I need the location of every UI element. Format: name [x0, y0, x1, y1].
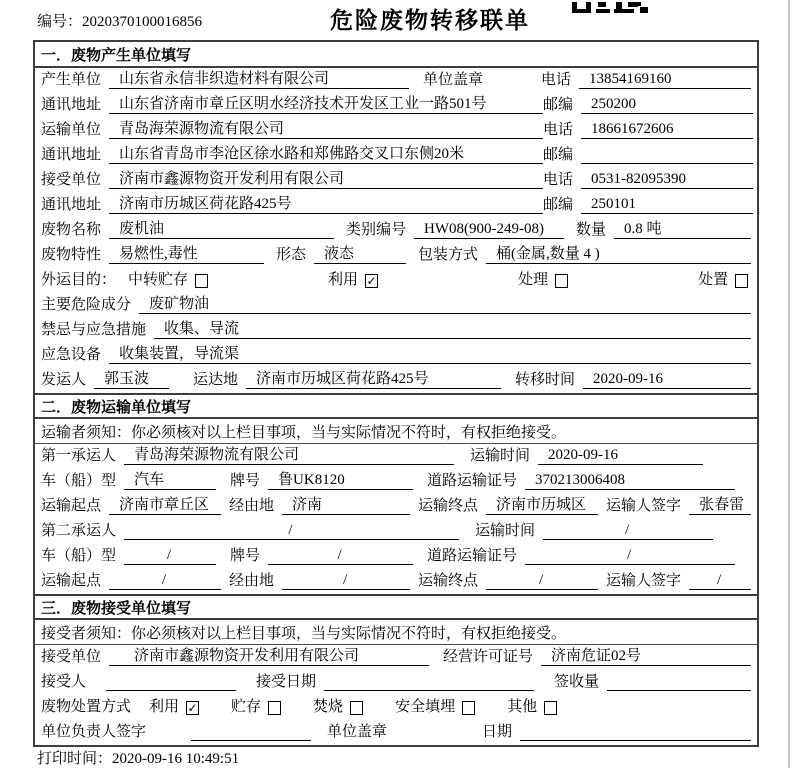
row-hazard-component — [35, 293, 757, 318]
field-emergency-measures: 收集、导流 — [154, 317, 751, 339]
manifest-form — [33, 40, 759, 747]
field-vehicle-type-1: 汽车 — [124, 468, 216, 490]
field-receiver-zip: 250101 — [581, 196, 753, 214]
field-road-permit-1: 370213006408 — [525, 472, 735, 490]
label-transporter-unit: 运输单位 — [41, 122, 102, 138]
label-terminus-2: 运输终点 — [418, 573, 479, 589]
row-first-carrier — [35, 444, 757, 469]
field-origin-1: 济南市章丘区 — [109, 493, 221, 515]
document-serial — [37, 10, 202, 31]
field-producer-zip: 250200 — [581, 96, 753, 114]
row-producer-address — [35, 93, 757, 118]
field-destination: 济南市历城区荷花路425号 — [246, 367, 501, 389]
row-second-carrier — [35, 519, 757, 544]
print-time-value: 2020-09-16 10:49:51 — [112, 751, 240, 767]
label-transport-time-1: 运输时间 — [470, 448, 531, 464]
label-via-2: 经由地 — [229, 573, 275, 589]
label-vehicle-type-2: 车（船）型 — [41, 548, 117, 564]
page-title: 危险废物转移联单 — [330, 7, 530, 33]
field-origin-2: / — [109, 572, 221, 590]
field-emergency-equipment: 收集装置，导流渠 — [109, 342, 751, 364]
row-emergency-measures — [35, 318, 757, 343]
label-transport-purpose: 外运目的： — [41, 272, 117, 288]
row-receiver-address — [35, 193, 757, 218]
row-transport-purpose — [35, 268, 757, 293]
label-disposal-method: 废物处置方式 — [41, 699, 132, 715]
label-transport-time-2: 运输时间 — [475, 523, 536, 539]
label-waste-name: 废物名称 — [41, 222, 102, 238]
field-packing: 桶(金属,数量 4 ) — [486, 242, 751, 264]
label-operation-permit: 经营许可证号 — [443, 649, 534, 665]
section-2-header: 二．废物运输单位填写 — [35, 393, 757, 419]
field-transporter-unit: 青岛海荣源物流有限公司 — [109, 117, 543, 139]
label-road-permit-2: 道路运输证号 — [427, 548, 518, 564]
field-plate-1: 鲁UK8120 — [268, 468, 413, 490]
field-shipper: 郭玉波 — [94, 367, 169, 389]
row-vehicle-2 — [35, 544, 757, 569]
checkbox-disposal-incinerate — [350, 701, 363, 715]
field-transfer-time: 2020-09-16 — [583, 371, 751, 389]
row-waste-name — [35, 218, 757, 243]
section-3-header: 三．废物接受单位填写 — [35, 594, 757, 620]
option-label-disposal-incinerate: 焚烧 — [313, 699, 344, 715]
label-plate-2: 牌号 — [230, 548, 261, 564]
field-second-carrier: / — [124, 522, 459, 540]
label-first-carrier: 第一承运人 — [41, 448, 117, 464]
label-acceptor: 接受人 — [41, 674, 87, 690]
checkbox-disposal-utilize-checked: ✓ — [187, 700, 198, 715]
option-label-treat: 处理 — [518, 272, 549, 288]
field-hazard-component: 废矿物油 — [139, 292, 751, 314]
label-unit-seal-3: 单位盖章 — [327, 724, 388, 740]
field-receiver-unit: 济南市鑫源物资开发利用有限公司 — [109, 167, 543, 189]
field-receiver-phone: 0531-82095390 — [581, 171, 753, 189]
label-emergency-measures: 禁忌与应急措施 — [41, 322, 147, 338]
receiver-notice: 接受者须知：你必须核对以上栏目事项，当与实际情况不符时，有权拒绝接受。 — [35, 620, 757, 645]
field-terminus-1: 济南市历城区 — [486, 493, 598, 515]
label-via-1: 经由地 — [229, 498, 275, 514]
field-transporter-zip — [581, 163, 753, 164]
field-sign-quantity — [607, 690, 751, 691]
field-via-1: 济南 — [282, 493, 410, 515]
field-acceptor — [106, 690, 236, 691]
checkbox-disposal-other — [544, 701, 557, 715]
label-carrier-sign-1: 运输人签字 — [606, 498, 682, 514]
disposal-option-storage — [231, 695, 281, 716]
label-transporter-zip: 邮编 — [543, 147, 574, 163]
label-accept-date: 接受日期 — [256, 674, 317, 690]
row-manager-signature — [35, 720, 757, 745]
field-accept-unit: 济南市鑫源物资开发利用有限公司 — [109, 644, 429, 666]
label-sign-quantity: 签收量 — [554, 674, 600, 690]
field-operation-permit: 济南危证02号 — [541, 644, 751, 666]
option-label-dispose: 处置 — [698, 272, 729, 288]
label-transfer-time: 转移时间 — [515, 372, 576, 388]
field-terminus-2: / — [486, 572, 598, 590]
label-receiver-unit: 接受单位 — [41, 172, 102, 188]
label-emergency-equipment: 应急设备 — [41, 347, 102, 363]
label-date: 日期 — [482, 724, 513, 740]
label-vehicle-type-1: 车（船）型 — [41, 473, 117, 489]
label-category-code: 类别编号 — [346, 222, 407, 238]
purpose-option-treat — [518, 268, 568, 289]
row-receiver-unit — [35, 168, 757, 193]
row-accept-unit — [35, 645, 757, 670]
row-disposal-method — [35, 695, 757, 720]
row-vehicle-1 — [35, 469, 757, 494]
label-quantity: 数量 — [576, 222, 607, 238]
checkbox-transfer-storage — [195, 274, 208, 288]
row-transporter-address — [35, 143, 757, 168]
label-unit-seal: 单位盖章 — [423, 72, 484, 88]
serial-number: 2020370100016856 — [82, 14, 203, 30]
print-time-label: 打印时间： — [37, 751, 113, 767]
transporter-notice: 运输者须知：你必须核对以上栏目事项，当与实际情况不符时，有权拒绝接受。 — [35, 419, 757, 444]
print-time — [37, 747, 239, 768]
checkbox-utilize-checked: ✓ — [366, 273, 377, 288]
field-waste-form: 液态 — [314, 242, 406, 264]
label-receiver-zip: 邮编 — [543, 197, 574, 213]
checkbox-disposal-landfill — [462, 701, 475, 715]
option-label-disposal-storage: 贮存 — [231, 699, 262, 715]
label-carrier-sign-2: 运输人签字 — [606, 573, 682, 589]
label-plate-1: 牌号 — [230, 473, 261, 489]
row-shipper — [35, 368, 757, 393]
label-packing: 包装方式 — [418, 247, 479, 263]
row-route-2 — [35, 569, 757, 594]
qr-code-fragment — [572, 0, 654, 18]
label-producer-phone: 电话 — [540, 72, 571, 88]
option-label-utilize: 利用 — [328, 272, 359, 288]
page-edge-line — [788, 0, 790, 768]
label-hazard-component: 主要危险成分 — [41, 297, 132, 313]
label-destination: 运达地 — [193, 372, 239, 388]
row-emergency-equipment — [35, 343, 757, 368]
option-label-disposal-landfill: 安全填埋 — [395, 699, 456, 715]
field-producer-address: 山东省济南市章丘区明水经济技术开发区工业一路501号 — [109, 92, 543, 114]
serial-label: 编号： — [37, 14, 83, 30]
field-transporter-address: 山东省青岛市李沧区徐水路和郑佛路交叉口东侧20米 — [109, 142, 543, 164]
field-transport-time-1: 2020-09-16 — [538, 447, 703, 465]
checkbox-disposal-storage — [268, 701, 281, 715]
disposal-option-landfill — [395, 695, 475, 716]
field-date — [520, 740, 751, 741]
field-category-code: HW08(900-249-08) — [414, 221, 564, 239]
disposal-option-incinerate — [313, 695, 363, 716]
field-quantity: 0.8 吨 — [614, 217, 751, 239]
field-producer-phone: 13854169160 — [579, 71, 751, 89]
label-shipper: 发运人 — [41, 372, 87, 388]
row-route-1 — [35, 494, 757, 519]
label-second-carrier: 第二承运人 — [41, 523, 117, 539]
label-road-permit-1: 道路运输证号 — [427, 473, 518, 489]
option-label-transfer-storage: 中转贮存 — [128, 272, 189, 288]
label-producer-zip: 邮编 — [543, 97, 574, 113]
purpose-option-dispose — [698, 268, 748, 289]
field-transporter-phone: 18661672606 — [581, 121, 753, 139]
field-carrier-sign-1: 张春雷 — [689, 493, 751, 515]
field-waste-traits: 易燃性,毒性 — [109, 242, 264, 264]
label-manager-signature: 单位负责人签字 — [41, 724, 147, 740]
field-road-permit-2: / — [525, 547, 735, 565]
section-1-header: 一．废物产生单位填写 — [35, 42, 757, 68]
label-receiver-address: 通讯地址 — [41, 197, 102, 213]
field-vehicle-type-2: / — [124, 547, 216, 565]
checkbox-treat — [555, 274, 568, 288]
label-producer-unit: 产生单位 — [41, 72, 102, 88]
field-receiver-address: 济南市历城区荷花路425号 — [109, 192, 543, 214]
purpose-option-transfer-storage — [128, 268, 208, 289]
label-waste-traits: 废物特性 — [41, 247, 102, 263]
label-terminus-1: 运输终点 — [418, 498, 479, 514]
field-waste-name: 废机油 — [109, 217, 334, 239]
field-plate-2: / — [268, 547, 413, 565]
label-transporter-address: 通讯地址 — [41, 147, 102, 163]
option-label-disposal-utilize: 利用 — [149, 699, 180, 715]
option-label-disposal-other: 其他 — [507, 699, 538, 715]
row-transporter-unit — [35, 118, 757, 143]
disposal-option-other — [507, 695, 557, 716]
field-transport-time-2: / — [543, 522, 713, 540]
label-origin-1: 运输起点 — [41, 498, 102, 514]
field-first-carrier: 青岛海荣源物流有限公司 — [124, 443, 454, 465]
purpose-option-utilize — [328, 268, 378, 289]
field-carrier-sign-2: / — [689, 572, 751, 590]
label-accept-unit: 接受单位 — [41, 649, 102, 665]
row-producer-unit — [35, 68, 757, 93]
field-manager-signature — [191, 740, 311, 741]
checkbox-dispose — [735, 274, 748, 288]
field-accept-date — [324, 690, 534, 691]
label-producer-address: 通讯地址 — [41, 97, 102, 113]
label-receiver-phone: 电话 — [543, 172, 574, 188]
label-waste-form: 形态 — [276, 247, 307, 263]
field-producer-unit: 山东省永信非织造材料有限公司 — [109, 67, 409, 89]
disposal-option-utilize — [149, 695, 199, 716]
field-via-2: / — [282, 572, 410, 590]
label-origin-2: 运输起点 — [41, 573, 102, 589]
row-acceptor — [35, 670, 757, 695]
row-waste-traits — [35, 243, 757, 268]
label-transporter-phone: 电话 — [543, 122, 574, 138]
